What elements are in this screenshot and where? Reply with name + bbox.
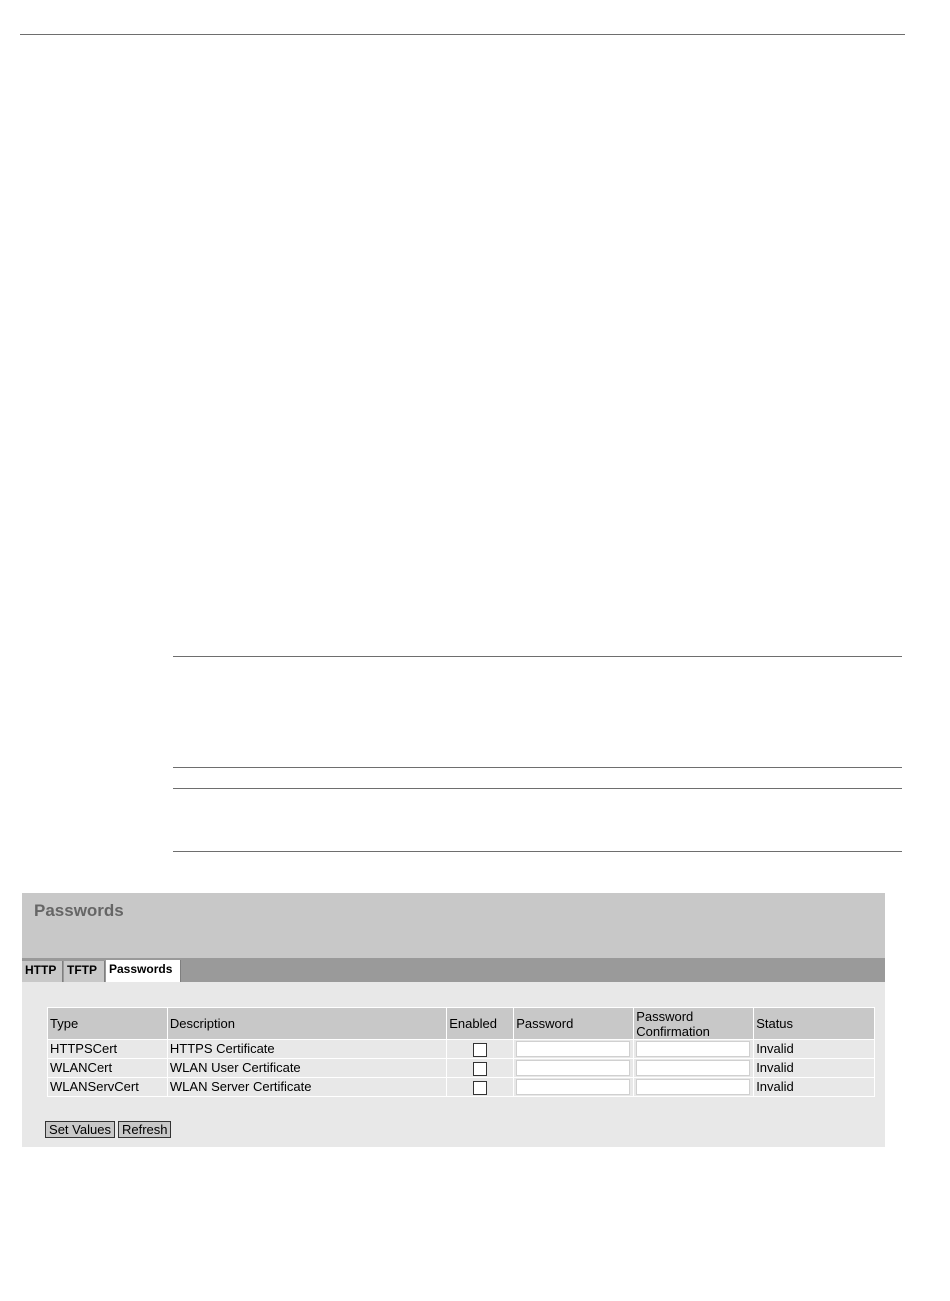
tab-tftp[interactable]: TFTP bbox=[64, 961, 105, 982]
cell-description: HTTPS Certificate bbox=[167, 1040, 446, 1059]
table-row bbox=[48, 1059, 875, 1078]
cell-type: HTTPSCert bbox=[48, 1040, 168, 1059]
column-header-type: Type bbox=[48, 1008, 168, 1040]
page-title: Passwords bbox=[34, 901, 124, 920]
column-header-password: Password bbox=[514, 1008, 634, 1040]
note-rule bbox=[173, 851, 902, 852]
cell-password-confirmation bbox=[634, 1040, 754, 1059]
cell-status: Invalid bbox=[754, 1059, 875, 1078]
cell-enabled bbox=[447, 1040, 514, 1059]
password-input[interactable] bbox=[516, 1079, 630, 1095]
table-header-row bbox=[48, 1008, 875, 1040]
refresh-button[interactable]: Refresh bbox=[118, 1121, 171, 1138]
cell-status: Invalid bbox=[754, 1040, 875, 1059]
column-header-password-confirmation: Password Confirmation bbox=[634, 1008, 754, 1040]
cell-password bbox=[514, 1059, 634, 1078]
password-confirmation-input[interactable] bbox=[636, 1060, 750, 1076]
column-header-description: Description bbox=[167, 1008, 446, 1040]
cell-enabled bbox=[447, 1078, 514, 1097]
enabled-checkbox[interactable] bbox=[473, 1081, 487, 1095]
note-rule bbox=[173, 788, 902, 789]
password-confirmation-input[interactable] bbox=[636, 1041, 750, 1057]
column-header-status: Status bbox=[754, 1008, 875, 1040]
cell-enabled bbox=[447, 1059, 514, 1078]
note-rule bbox=[173, 767, 902, 768]
column-header-enabled: Enabled bbox=[447, 1008, 514, 1040]
cell-type: WLANCert bbox=[48, 1059, 168, 1078]
cell-password bbox=[514, 1040, 634, 1059]
cell-password bbox=[514, 1078, 634, 1097]
enabled-checkbox[interactable] bbox=[473, 1062, 487, 1076]
cell-password-confirmation bbox=[634, 1059, 754, 1078]
table-row bbox=[48, 1040, 875, 1059]
panel-header bbox=[22, 893, 885, 958]
cell-password-confirmation bbox=[634, 1078, 754, 1097]
document-top-rule bbox=[20, 34, 905, 35]
passwords-panel bbox=[22, 893, 885, 1147]
cell-description: WLAN User Certificate bbox=[167, 1059, 446, 1078]
table-row bbox=[48, 1078, 875, 1097]
tab-bar bbox=[22, 958, 885, 982]
note-rule bbox=[173, 656, 902, 657]
passwords-table bbox=[47, 1007, 875, 1097]
enabled-checkbox[interactable] bbox=[473, 1043, 487, 1057]
cell-description: WLAN Server Certificate bbox=[167, 1078, 446, 1097]
tab-http[interactable]: HTTP bbox=[22, 961, 63, 982]
password-confirmation-input[interactable] bbox=[636, 1079, 750, 1095]
tab-passwords[interactable]: Passwords bbox=[106, 960, 181, 982]
set-values-button[interactable]: Set Values bbox=[45, 1121, 115, 1138]
password-input[interactable] bbox=[516, 1060, 630, 1076]
cell-status: Invalid bbox=[754, 1078, 875, 1097]
password-input[interactable] bbox=[516, 1041, 630, 1057]
cell-type: WLANServCert bbox=[48, 1078, 168, 1097]
